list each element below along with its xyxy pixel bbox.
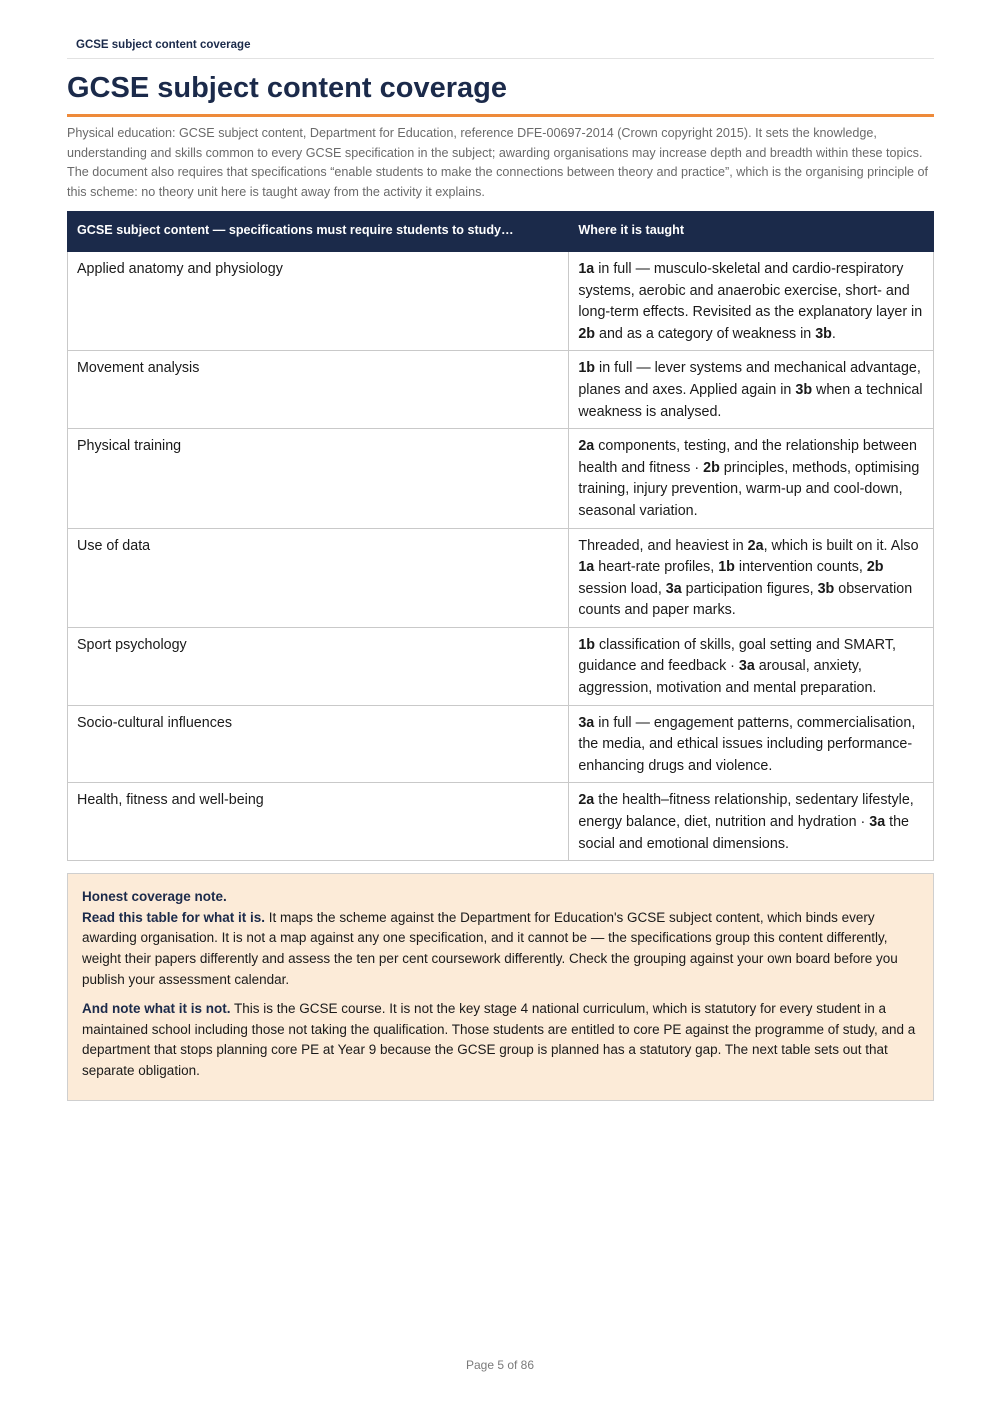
where-taught-cell <box>569 627 934 705</box>
cell-text: classification of skills, goal setting and SMART, guidance and feedback · <box>578 636 896 675</box>
running-header: GCSE subject content coverage <box>67 39 934 59</box>
cell-text: , which is built on it. Also <box>763 537 919 554</box>
unit-code: 3b <box>815 325 832 342</box>
cell-text: in full — lever systems and mechanical advantage, planes and axes. Applied again in <box>578 360 921 398</box>
note-title: Honest coverage note. <box>82 889 227 905</box>
coverage-note <box>67 873 934 1100</box>
content-cell: Physical training <box>68 429 569 528</box>
where-taught-cell <box>569 705 934 783</box>
unit-code: 2a <box>747 537 764 554</box>
unit-code: 3b <box>795 381 813 398</box>
table-header-row <box>68 212 934 252</box>
unit-code: 2b <box>866 559 884 576</box>
table-row <box>68 627 934 705</box>
table-row <box>68 251 934 350</box>
where-taught-cell <box>569 783 934 861</box>
coverage-table <box>67 211 934 861</box>
unit-code: 1b <box>718 559 735 576</box>
page-title: GCSE subject content coverage <box>67 72 934 117</box>
unit-code: 2a <box>578 792 595 809</box>
cell-text: heart-rate profiles, <box>594 559 719 576</box>
where-taught-cell <box>569 528 934 627</box>
content-cell: Health, fitness and well-being <box>68 783 569 861</box>
cell-text: intervention counts, <box>734 559 867 576</box>
content-cell: Movement analysis <box>68 351 569 429</box>
note-paragraph <box>82 999 919 1081</box>
unit-code: 2b <box>578 325 596 342</box>
note-lead: And note what it is not. <box>82 1001 231 1017</box>
where-taught-cell <box>569 351 934 429</box>
where-taught-cell <box>569 251 934 350</box>
cell-text: the social and emotional dimensions. <box>578 814 910 852</box>
unit-code: 1b <box>578 636 596 653</box>
cell-text: the health–fitness relationship, sedentary lifestyle, energy balance, diet, nutrition and hydration · <box>578 792 914 831</box>
unit-code: 3a <box>738 658 755 675</box>
content-cell: Applied anatomy and physiology <box>68 251 569 350</box>
cell-text: when a technical weakness is analysed. <box>578 381 923 420</box>
unit-code: 2a <box>578 438 595 455</box>
table-row <box>68 783 934 861</box>
cell-text: session load, <box>578 580 666 597</box>
column-header-where: Where it is taught <box>569 212 934 252</box>
cell-text: Threaded, and heaviest in <box>578 537 748 554</box>
cell-text: components, testing, and the relationship between health and fitness · <box>578 438 917 476</box>
unit-code: 1a <box>578 260 595 277</box>
note-lead: Read this table for what it is. <box>82 909 266 925</box>
unit-code: 1b <box>578 360 596 377</box>
table-row <box>68 351 934 429</box>
column-header-content: GCSE subject content — specifications must require students to study… <box>68 212 569 252</box>
unit-code: 3a <box>578 714 595 731</box>
cell-text: . <box>831 325 836 342</box>
content-cell: Sport psychology <box>68 627 569 705</box>
page <box>67 0 934 1101</box>
table-body <box>68 251 934 860</box>
cell-text: in full — musculo-skeletal and cardio-respiratory systems, aerobic and anaerobic exercise, short- and long-term effects. Revisited as the explanatory layer in <box>578 260 923 321</box>
cell-text: principles, methods, optimising training, injury prevention, warm-up and cool-down, seasonal variation. <box>578 459 920 519</box>
cell-text: arousal, anxiety, aggression, motivation and mental preparation. <box>578 658 877 697</box>
unit-code: 2b <box>703 459 720 476</box>
unit-code: 3a <box>665 580 682 597</box>
unit-code: 3b <box>817 580 835 597</box>
cell-text: and as a category of weakness in <box>595 325 816 342</box>
note-text: This is the GCSE course. It is not the key stage 4 national curriculum, which is statutory for every student in a maintained school including those not taking the qualification. Those students are entitled to core PE against the programme of study, and a department that stops planning core PE at Year 9 because the GCSE group is planned has a statutory gap. The next table sets out that separate obligation. <box>82 1001 916 1078</box>
unit-code: 3a <box>869 814 886 831</box>
page-number: Page 5 of 86 <box>465 1358 535 1372</box>
note-text: It maps the scheme against the Department for Education's GCSE subject content, which binds every awarding organisation. It is not a map against any one specification, and it cannot be — the specifications group this content differently, weight their papers differently and assess the ten per cent coursework differently. Check the grouping against your own board before you publish your assessment calendar. <box>82 909 898 987</box>
note-paragraph <box>82 908 919 990</box>
table-row <box>68 528 934 627</box>
table-row <box>68 705 934 783</box>
where-taught-cell <box>569 429 934 528</box>
table-row <box>68 429 934 528</box>
unit-code: 1a <box>578 559 595 576</box>
cell-text: in full — engagement patterns, commercialisation, the media, and ethical issues including performance-enhancing drugs and violence. <box>578 714 916 774</box>
intro-paragraph: Physical education: GCSE subject content, Department for Education, reference DFE-00697-2014 (Crown copyright 2015). It sets the knowledge, understanding and skills common to every GCSE specification in the subject; awarding organisations may increase depth and breadth within these topics. The document also requires that specifications “enable students to make the connections between theory and practice”, which is the organising principle of this scheme: no theory unit here is taught away from the activity it explains. <box>67 126 929 199</box>
cell-text: participation figures, <box>681 580 818 597</box>
cell-text: observation counts and paper marks. <box>578 580 913 619</box>
content-cell: Socio-cultural influences <box>68 705 569 783</box>
content-cell: Use of data <box>68 528 569 627</box>
